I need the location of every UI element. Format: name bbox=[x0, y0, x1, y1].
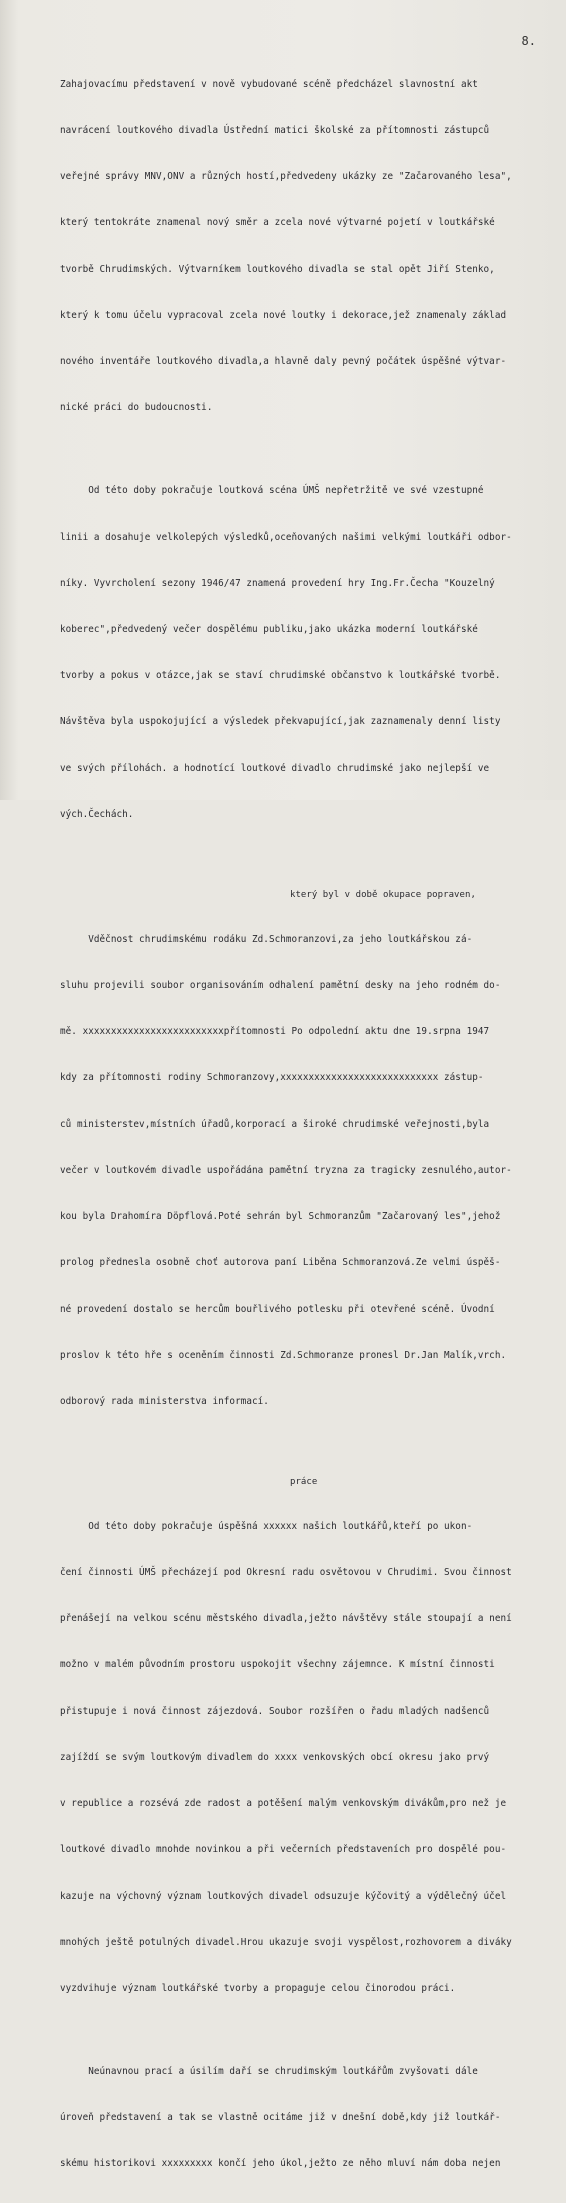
text-line: ců ministerstev,místních úřadů,korporací a široké chrudimské veřejnosti,byla bbox=[60, 1118, 490, 1130]
text-line: tvorbě Chrudimských. Výtvarníkem loutkového divadla se stal opět Jiří Stenko, bbox=[60, 263, 495, 275]
paragraph-2 bbox=[60, 453, 538, 854]
text-line: odborový rada ministerstva informací. bbox=[60, 1395, 269, 1407]
text-line: zajíždí se svým loutkovým divadlem do xxxx venkovských obcí okresu jako prvý bbox=[60, 1751, 490, 1763]
text-line: přistupuje i nová činnost zájezdová. Soubor rozšířen o řadu mladých nadšenců bbox=[60, 1705, 490, 1717]
text-line: mnohých ještě potulných divadel.Hrou ukazuje svoji vyspělost,rozhovorem a diváky bbox=[60, 1936, 512, 1948]
text-line: ve svých přílohách. a hodnotící loutkové divadlo chrudimské jako nejlepší ve bbox=[60, 762, 490, 774]
text-line: Zahajovacímu představení v nově vybudované scéně předcházel slavnostní akt bbox=[60, 78, 478, 90]
text-line: koberec",předvedený večer dospělému publiku,jako ukázka moderní loutkářské bbox=[60, 624, 478, 636]
text-line: veřejné správy MNV,ONV a různých hostí,předvedeny ukázky ze "Začarovaného lesa", bbox=[60, 171, 512, 183]
text-line: kazuje na výchovný význam loutkových divadel odsuzuje kýčovitý a výdělečný účel bbox=[60, 1890, 507, 1902]
text-line: čení činnosti ÚMŠ přecházejí pod Okresní radu osvětovou v Chrudimi. Svou činnost bbox=[60, 1567, 512, 1578]
paragraph-5 bbox=[60, 2033, 538, 2202]
handwritten-insert: práce bbox=[290, 1476, 318, 1487]
text-line: sluhu projevili soubor organisováním odhalení pamětní desky na jeho rodném do- bbox=[60, 979, 501, 991]
text-line: nické práci do budoucnosti. bbox=[60, 402, 213, 414]
text-line: vyzdvihuje význam loutkářské tvorby a propaguje celou činorodou práci. bbox=[60, 1982, 456, 1994]
text-line: přenášejí na velkou scénu městského divadla,ježto návštěvy stále stoupají a není bbox=[60, 1613, 512, 1625]
text-line: v republice a rozsévá zde radost a potěšení malým venkovským divákům,pro než je bbox=[60, 1798, 507, 1810]
text-line: který tentokráte znamenal nový směr a zcela nové výtvarné pojetí v loutkářské bbox=[60, 217, 495, 229]
text-line: skému historikovi xxxxxxxxx končí jeho úkol,ježto ze něho mluví nám doba nejen bbox=[60, 2158, 501, 2170]
text-line: mě. xxxxxxxxxxxxxxxxxxxxxxxxxpřítomnosti Po odpolední aktu dne 19.srpna 1947 bbox=[60, 1026, 490, 1038]
text-line: nového inventáře loutkového divadla,a hlavně daly pevný počátek úspěšné výtvar- bbox=[60, 356, 507, 368]
text-line: Vděčnost chrudimskému rodáku Zd.Schmoranzovi,za jeho loutkářskou zá- bbox=[60, 933, 473, 945]
text-line: prolog přednesla osobně choť autorova paní Liběna Schmoranzová.Ze velmi úspěš- bbox=[60, 1257, 501, 1269]
text-line: kdy za přítomnosti rodiny Schmoranzovy,xxxxxxxxxxxxxxxxxxxxxxxxxxxx zástup- bbox=[60, 1072, 484, 1084]
text-line: který k tomu účelu vypracoval zcela nové loutky i dekorace,jež znamenaly základ bbox=[60, 309, 507, 321]
text-line: níky. Vyvrcholení sezony 1946/47 znamená provedení hry Ing.Fr.Čecha "Kouzelný bbox=[60, 577, 495, 589]
text-line: linii a dosahuje velkolepých výsledků,oceňovaných našimi velkými loutkáři odbor- bbox=[60, 531, 512, 543]
text-line: loutkové divadlo mnohde novinkou a při večerních představeních pro dospělé pou- bbox=[60, 1844, 507, 1856]
text-line: Návštěva byla uspokojující a výsledek překvapující,jak zaznamenaly denní listy bbox=[60, 716, 501, 728]
text-line: Od této doby pokračuje loutková scéna ÚMŠ nepřetržitě ve své vzestupné bbox=[60, 485, 484, 497]
paragraph-1 bbox=[60, 46, 538, 447]
text-line: né provedení dostalo se hercům bouřlivého potlesku při otevřené scéně. Úvodní bbox=[60, 1303, 495, 1315]
text-line: vých.Čechách. bbox=[60, 808, 134, 820]
handwritten-insert: který byl v době okupace popraven, bbox=[290, 889, 476, 900]
text-line: úroveň představení a tak se vlastně ocitáme již v dnešní době,kdy již loutkář- bbox=[60, 2112, 501, 2124]
text-line: Neúnavnou prací a úsilím daří se chrudimským loutkářům zvyšovati dále bbox=[60, 2066, 478, 2077]
page-number: 8. bbox=[521, 34, 536, 48]
paragraph-3 bbox=[60, 859, 538, 1440]
text-line: kou byla Drahomíra Döpflová.Poté sehrán byl Schmoranzům "Začarovaný les",jehož bbox=[60, 1211, 501, 1223]
text-line: možno v malém původním prostoru uspokojit všechny zájemnce. K místní činnosti bbox=[60, 1659, 495, 1671]
text-line: večer v loutkovém divadle uspořádána pamětní tryzna za tragicky zesnulého,autor- bbox=[60, 1164, 512, 1176]
text-line: tvorby a pokus v otázce,jak se staví chrudimské občanstvo k loutkářské tvorbě. bbox=[60, 670, 501, 682]
paragraph-4 bbox=[60, 1446, 538, 2027]
text-line: proslov k této hře s oceněním činnosti Zd.Schmoranze pronesl Dr.Jan Malík,vrch. bbox=[60, 1349, 507, 1361]
text-line: navrácení loutkového divadla Ústřední matici školské za přítomnosti zástupců bbox=[60, 125, 490, 137]
text-line: Od této doby pokračuje úspěšná xxxxxx našich loutkářů,kteří po ukon- bbox=[60, 1520, 473, 1532]
